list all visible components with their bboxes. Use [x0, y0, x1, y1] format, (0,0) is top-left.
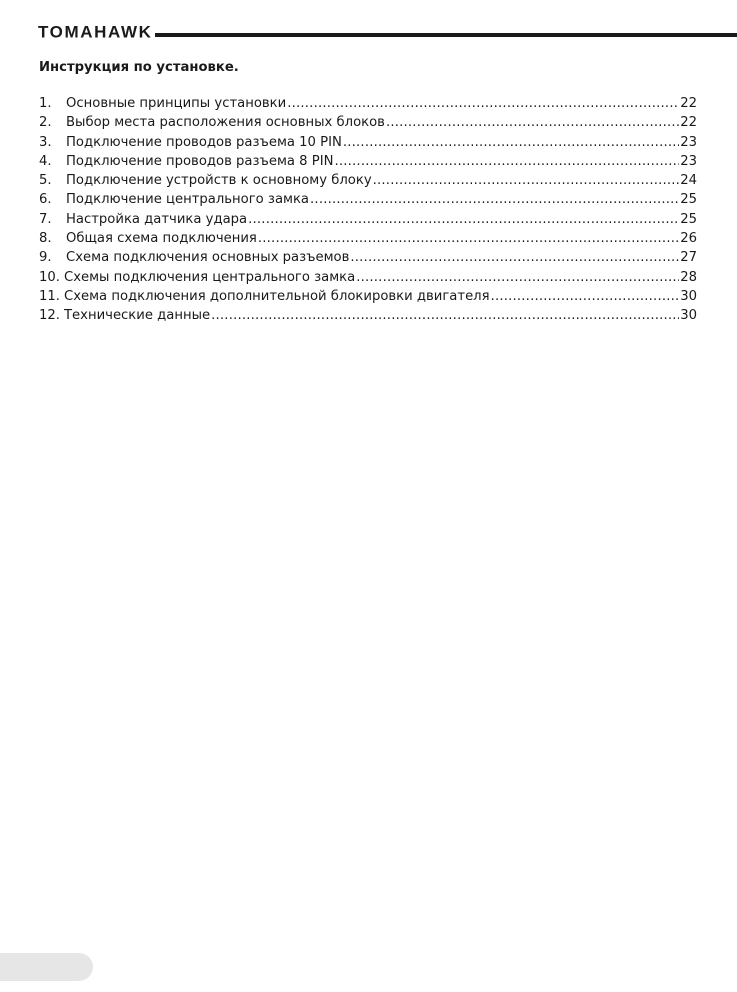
toc-dot-leader: [356, 268, 679, 287]
toc-entry-number: 12.: [39, 308, 60, 324]
toc-dot-leader: [386, 113, 679, 132]
page-header: [38, 22, 737, 42]
table-of-contents: [39, 94, 697, 326]
toc-entry[interactable]: [39, 210, 697, 229]
toc-entry[interactable]: [39, 190, 697, 209]
toc-entry-page: 25: [680, 211, 697, 227]
toc-entry-title: Настройка датчика удара: [66, 211, 248, 227]
toc-dot-leader: [248, 210, 679, 229]
toc-entry[interactable]: [39, 133, 697, 152]
toc-entry-title: Технические данные: [63, 308, 211, 324]
toc-entry-page: 24: [680, 173, 697, 189]
toc-entry[interactable]: [39, 94, 697, 113]
toc-entry-page: 28: [680, 269, 697, 285]
toc-entry-title: Подключение устройств к основному блоку: [66, 173, 372, 189]
toc-entry-page: 23: [680, 134, 697, 150]
toc-entry-number: 4.: [39, 153, 52, 169]
toc-entry-page: 22: [680, 96, 697, 111]
toc-entry[interactable]: [39, 268, 697, 287]
toc-entry-page: 25: [680, 192, 697, 208]
toc-entry-title: Основные принципы установки: [66, 96, 287, 111]
page-title: Инструкция по установке.: [39, 60, 239, 75]
toc-entry-number: 7.: [39, 211, 52, 227]
toc-entry[interactable]: [39, 229, 697, 248]
toc-entry-page: 30: [680, 288, 697, 304]
toc-entry-title: Схема подключения дополнительной блокировки двигателя: [63, 288, 490, 304]
header-rule: [155, 33, 737, 37]
brand-logo: TOMAHAWK: [38, 22, 153, 42]
toc-dot-leader: [491, 287, 680, 306]
toc-entry[interactable]: [39, 287, 697, 306]
toc-entry-number: 3.: [39, 134, 52, 150]
toc-entry-title: Выбор места расположения основных блоков: [66, 115, 385, 131]
toc-entry-number: 9.: [39, 250, 52, 266]
toc-entry-page: 22: [680, 115, 697, 131]
toc-entry-title: Подключение центрального замка: [66, 192, 310, 208]
toc-entry-number: 11.: [39, 288, 60, 304]
toc-dot-leader: [350, 248, 679, 267]
toc-dot-leader: [211, 306, 679, 325]
toc-dot-leader: [343, 133, 679, 152]
toc-dot-leader: [310, 190, 679, 209]
toc-entry-page: 26: [680, 231, 697, 247]
toc-entry-title: Схемы подключения центрального замка: [63, 269, 356, 285]
toc-entry-number: 1.: [39, 96, 52, 111]
toc-entry-number: 2.: [39, 115, 52, 131]
toc-entry[interactable]: [39, 306, 697, 325]
toc-entry-page: 30: [680, 308, 697, 324]
toc-entry-title: Общая схема подключения: [66, 231, 257, 247]
toc-entry-title: Схема подключения основных разъемов: [66, 250, 350, 266]
toc-entry-number: 8.: [39, 231, 52, 247]
toc-entry-page: 23: [680, 153, 697, 169]
toc-entry-number: 10.: [39, 269, 60, 285]
toc-entry-number: 5.: [39, 173, 52, 189]
toc-entry[interactable]: [39, 171, 697, 190]
toc-dot-leader: [373, 171, 680, 190]
toc-entry[interactable]: [39, 152, 697, 171]
toc-dot-leader: [258, 229, 679, 248]
toc-entry-page: 27: [680, 250, 697, 266]
toc-entry[interactable]: [39, 248, 697, 267]
toc-entry-number: 6.: [39, 192, 52, 208]
toc-dot-leader: [334, 152, 679, 171]
toc-entry-title: Подключение проводов разъема 8 PIN: [66, 153, 334, 169]
toc-entry[interactable]: [39, 113, 697, 132]
page-number-tab: [0, 953, 93, 981]
toc-dot-leader: [287, 94, 679, 113]
toc-entry-title: Подключение проводов разъема 10 PIN: [66, 134, 342, 150]
